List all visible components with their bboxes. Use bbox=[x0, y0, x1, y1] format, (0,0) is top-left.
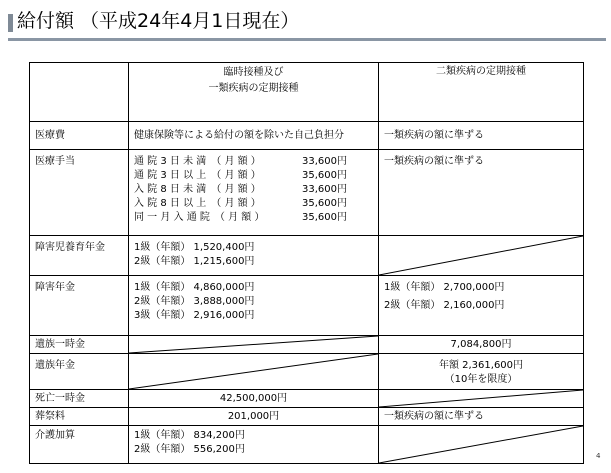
page-title: 給付額 （平成24年4月1日現在） bbox=[17, 10, 300, 32]
table-row bbox=[30, 354, 584, 390]
cell-value bbox=[129, 426, 379, 464]
header-col2-line1: 臨時接種及び bbox=[223, 67, 284, 78]
allowance-line: 同 一 月 入 通 院 （ 月 額 ） 35,600円 bbox=[134, 212, 347, 223]
row-label: 葬祭料 bbox=[30, 408, 129, 426]
cell-value bbox=[379, 354, 584, 390]
row-label: 遺族年金 bbox=[30, 354, 129, 390]
allowance-line: 通 院 3 日 未 満 （ 月 額 ） 33,600円 bbox=[134, 156, 347, 167]
amount-line: 2級（年額） 556,200円 bbox=[134, 444, 245, 455]
row-label: 介護加算 bbox=[30, 426, 129, 464]
amount-line: 1級（年額） 1,520,400円 bbox=[134, 242, 255, 253]
title-underline bbox=[8, 38, 606, 41]
allowance-line: 通 院 3 日 以 上 （ 月 額 ） 35,600円 bbox=[134, 170, 347, 181]
row-label: 障害年金 bbox=[30, 276, 129, 336]
cell-value: 健康保険等による給付の額を除いた自己負担分 bbox=[129, 122, 379, 150]
cell-value bbox=[129, 236, 379, 276]
cell-value: 7,084,800円 bbox=[379, 336, 584, 354]
cell-value: 一類疾病の額に準ずる bbox=[379, 150, 584, 236]
amount-line: 2級（年額） 2,160,000円 bbox=[384, 300, 505, 311]
table-row bbox=[30, 336, 584, 354]
not-applicable-cell bbox=[129, 336, 379, 354]
row-label: 医療費 bbox=[30, 122, 129, 150]
row-label: 死亡一時金 bbox=[30, 390, 129, 408]
amount-line: 2級（年額） 3,888,000円 bbox=[134, 296, 255, 307]
header-empty-cell bbox=[30, 63, 129, 122]
benefit-table bbox=[29, 62, 584, 464]
table-row bbox=[30, 236, 584, 276]
row-label: 障害児養育年金 bbox=[30, 236, 129, 276]
table-row bbox=[30, 408, 584, 426]
row-label: 医療手当 bbox=[30, 150, 129, 236]
table-row bbox=[30, 390, 584, 408]
row-label: 遺族一時金 bbox=[30, 336, 129, 354]
cell-value bbox=[379, 276, 584, 336]
not-applicable-cell bbox=[129, 354, 379, 390]
amount-line: 1級（年額） 2,700,000円 bbox=[384, 282, 505, 293]
table-row bbox=[30, 426, 584, 464]
cell-value bbox=[129, 276, 379, 336]
cell-value: 一類疾病の額に準ずる bbox=[379, 122, 584, 150]
allowance-line: 入 院 8 日 以 上 （ 月 額 ） 35,600円 bbox=[134, 198, 347, 209]
page-number: 4 bbox=[596, 452, 601, 460]
cell-value: 201,000円 bbox=[129, 408, 379, 426]
header-col2-line2: 一類疾病の定期接種 bbox=[208, 83, 299, 94]
header-col3: 二類疾病の定期接種 bbox=[379, 63, 584, 122]
table-row bbox=[30, 122, 584, 150]
amount-line: 年額 2,361,600円 bbox=[438, 360, 524, 371]
header-col2 bbox=[129, 63, 379, 122]
allowance-line: 入 院 8 日 未 満 （ 月 額 ） 33,600円 bbox=[134, 184, 347, 195]
not-applicable-cell bbox=[379, 426, 584, 464]
table-row bbox=[30, 150, 584, 236]
amount-line: 2級（年額） 1,215,600円 bbox=[134, 256, 255, 267]
title-marker bbox=[8, 14, 13, 32]
cell-value: 一類疾病の額に準ずる bbox=[379, 408, 584, 426]
amount-line: 1級（年額） 4,860,000円 bbox=[134, 282, 255, 293]
not-applicable-cell bbox=[379, 390, 584, 408]
not-applicable-cell bbox=[379, 236, 584, 276]
table-row bbox=[30, 276, 584, 336]
amount-line: 3級（年額） 2,916,000円 bbox=[134, 310, 255, 321]
amount-note: （10年を限度） bbox=[444, 374, 518, 385]
amount-line: 1級（年額） 834,200円 bbox=[134, 430, 245, 441]
cell-value: 42,500,000円 bbox=[129, 390, 379, 408]
medical-allowance-cell bbox=[129, 150, 379, 236]
table-header-row bbox=[30, 63, 584, 122]
